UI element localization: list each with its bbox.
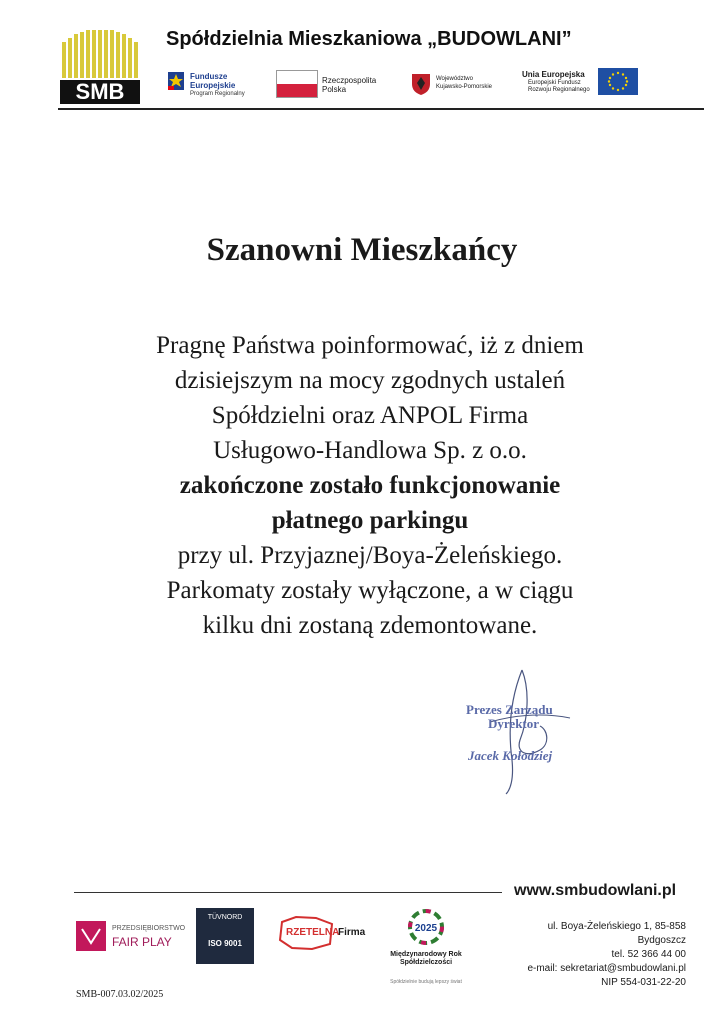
unia-europejska-logo: Unia Europejska Europejski Fundusz Rozwoju Regionalnego: [522, 64, 642, 98]
fe-star-icon: [166, 70, 186, 92]
body-line: kilku dni zostaną zdemontowane.: [202, 612, 538, 639]
letter-title: Szanowni Mieszkańcy: [206, 232, 518, 268]
coop-ring-icon: [400, 905, 452, 949]
svg-text:2025: 2025: [414, 923, 438, 934]
website-link[interactable]: www.smbudowlani.pl: [514, 882, 677, 899]
fair-play-icon: [76, 921, 106, 951]
svg-text:SMB: SMB: [75, 79, 125, 104]
polish-flag-icon: [276, 70, 318, 98]
nip-line: NIP 554-031-22-20: [601, 977, 686, 988]
body-line-emphasis: zakończone zostało funkcjonowanie: [179, 472, 561, 499]
fundusze-europejskie-logo: Fundusze Europejskie Program Regionalny: [166, 64, 276, 98]
iso-9001-badge: TÜVNORD ISO 9001: [196, 908, 254, 964]
stamp-role: Dyrektor: [488, 716, 540, 731]
letter-body: [60, 328, 680, 643]
document-number: SMB-007.03.02/2025: [76, 989, 164, 1000]
body-line: Usługowo-Handlowa Sp. z o.o.: [213, 437, 527, 464]
eu-flag-icon: [598, 68, 638, 95]
body-line: przy ul. Przyjaznej/Boya-Żeleńskiego.: [177, 542, 563, 569]
fair-play-logo: PRZEDSIĘBIORSTWO FAIR PLAY: [76, 915, 182, 957]
body-line: Spółdzielni oraz ANPOL Firma: [211, 402, 529, 429]
email-line[interactable]: e-mail: sekretariat@smbudowlani.pl: [527, 963, 686, 974]
body-line: dzisiejszym na mocy zgodnych ustaleń: [174, 367, 566, 394]
region-crest-icon: [410, 72, 432, 96]
rzeczpospolita-polska-logo: Rzeczpospolita Polska: [276, 64, 396, 98]
contact-address: [500, 920, 686, 990]
organization-name: Spółdzielnia Mieszkaniowa „BUDOWLANI”: [166, 28, 572, 50]
header-divider: [58, 108, 704, 110]
body-line: Parkomaty zostały wyłączone, a w ciągu: [166, 577, 574, 604]
body-line-emphasis: płatnego parkingu: [271, 507, 469, 534]
body-line: Pragnę Państwa poinformować, iż z dniem: [156, 332, 584, 359]
footer-divider: [74, 892, 502, 893]
address-line: ul. Boya-Żeleńskiego 1, 85-858 Bydgoszcz: [547, 921, 686, 946]
cooperatives-year-logo: 2025 Międzynarodowy Rok Spółdzielczości Spółdzielnie budują lepszy świat: [372, 905, 480, 989]
phone-line: tel. 52 366 44 00: [611, 949, 686, 960]
rzetelna-firma-logo: RZETELNA Firma: [276, 914, 368, 952]
kujawsko-pomorskie-logo: Województwo Kujawsko-Pomorskie: [410, 64, 515, 98]
stamp-name: Jacek Kołodziej: [468, 748, 553, 763]
smb-logo: [58, 28, 142, 106]
stamp-title: Prezes Zarządu: [466, 702, 553, 717]
